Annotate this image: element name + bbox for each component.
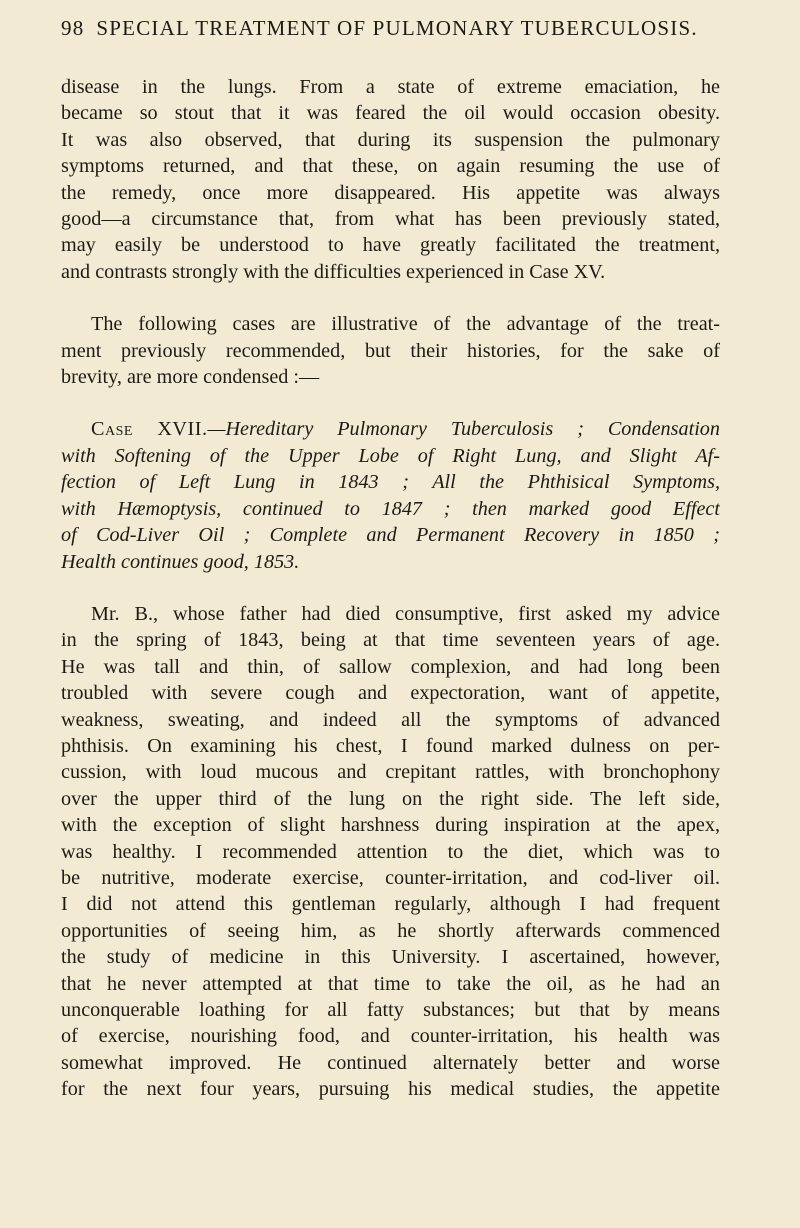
text-line: Mr. B., whose father had died consumptive, first asked my advice [91,602,720,625]
text-line: I did not attend this gentleman regularly, although I had frequent [61,893,720,916]
case-title-line: of Cod-Liver Oil ; Complete and Permanent Recovery in 1850 ; [61,524,720,547]
text-line: good—a circumstance that, from what has been previously stated, [61,208,720,231]
text-line: the remedy, once more disappeared. His appetite was always [61,181,720,204]
text-line: opportunities of seeing him, as he shortly afterwards commenced [61,919,720,942]
text-line: over the upper third of the lung on the right side. The left side, [61,787,720,810]
case-title: —Hereditary Pulmonary Tuberculosis ; Condensation [207,418,720,441]
text-line: for the next four years, pursuing his medical studies, the appetite [61,1078,720,1101]
text-line: He was tall and thin, of sallow complexion, and had long been [61,655,720,678]
text-line: of exercise, nourishing food, and counter-irritation, his health was [61,1025,720,1048]
text-line: with the exception of slight harshness during inspiration at the apex, [61,814,720,837]
case-title-line: with Hæmoptysis, continued to 1847 ; then marked good Effect [61,497,720,520]
paragraph-case-history [61,601,720,1103]
text-line: It was also observed, that during its suspension the pulmonary [61,128,720,151]
text-line: brevity, are more condensed :— [61,366,320,389]
text-line: troubled with severe cough and expectoration, want of appetite, [61,682,720,705]
text-line: was healthy. I recommended attention to the diet, which was to [61,840,720,863]
text-line: the study of medicine in this University. I ascertained, however, [61,946,720,969]
text-line: weakness, sweating, and indeed all the symptoms of advanced [61,708,720,731]
text-line: The following cases are illustrative of the advantage of the treat- [91,313,720,336]
text-line: be nutritive, moderate exercise, counter-irritation, and cod-liver oil. [61,866,720,889]
case-title-line: with Softening of the Upper Lobe of Right Lung, and Slight Af- [61,444,720,467]
case-heading [61,416,720,574]
text-line: disease in the lungs. From a state of extreme emaciation, he [61,76,720,98]
running-title: SPECIAL TREATMENT OF PULMONARY TUBERCULOSIS. [96,16,698,40]
text-line: that he never attempted at that time to take the oil, as he had an [61,972,720,995]
running-header [61,16,720,52]
page-number: 98 [61,16,85,40]
case-label: Case XVII. [91,418,208,441]
text-line: symptoms returned, and that these, on again resuming the use of [61,155,720,178]
case-title-line: Health continues good, 1853. [61,550,300,573]
text-line: in the spring of 1843, being at that time seventeen years of age. [61,629,720,652]
text-line: phthisis. On examining his chest, I found marked dulness on per- [61,734,720,757]
case-title-line: fection of Left Lung in 1843 ; All the Phthisical Symptoms, [61,471,720,494]
paragraph-introduction [61,311,720,390]
text-line: may easily be understood to have greatly facilitated the treatment, [61,234,720,257]
text-line: and contrasts strongly with the difficulties experienced in Case XV. [61,260,606,283]
text-line: ment previously recommended, but their histories, for the sake of [61,339,720,362]
text-line: somewhat improved. He continued alternately better and worse [61,1051,720,1074]
text-line: unconquerable loathing for all fatty substances; but that by means [61,999,720,1021]
text-line: cussion, with loud mucous and crepitant rattles, with bronchophony [61,761,720,784]
paragraph-continuation [61,74,720,285]
text-line: became so stout that it was feared the oil would occasion obesity. [61,102,720,125]
case-heading-first-line [61,416,720,442]
